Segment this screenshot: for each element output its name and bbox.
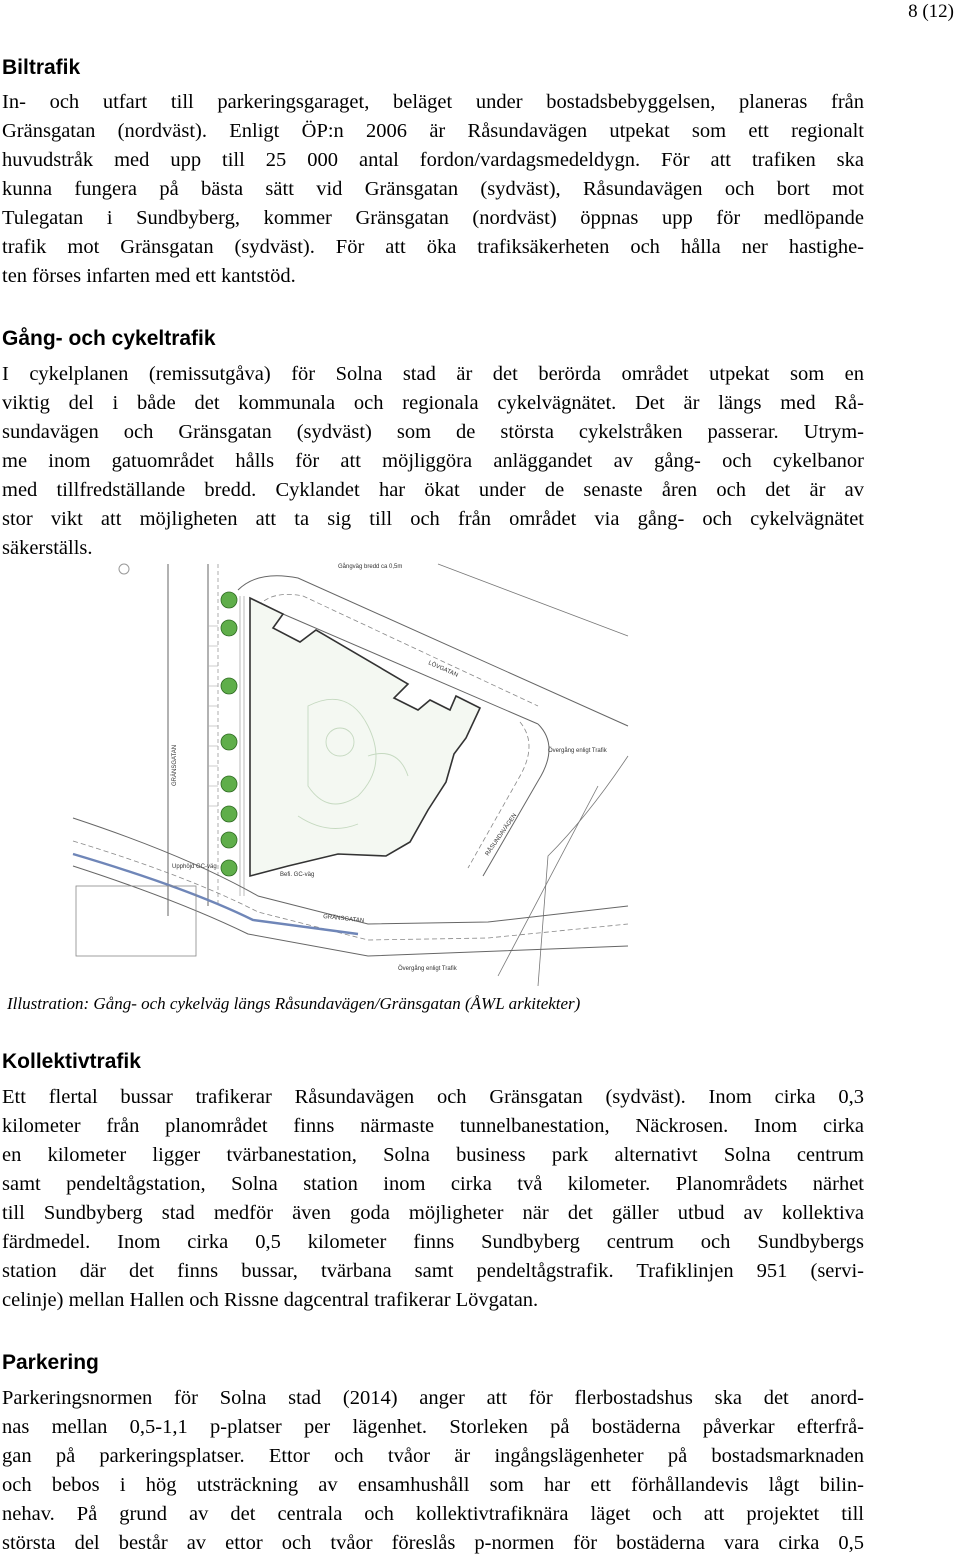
- paragraph-line: sundavägen och Gränsgatan (sydväst) som de största cykelstråken passerar. Utrym-: [2, 421, 864, 443]
- paragraph-line: trafik mot Gränsgatan (sydväst). För att öka trafiksäkerheten och hålla ner hastighe-: [2, 236, 864, 258]
- label-overgang-right: Övergång enligt Trafik: [548, 748, 607, 754]
- paragraph-line: samt pendeltågstation, Solna station inom cirka två kilometer. Planområdets närhet: [2, 1173, 864, 1195]
- paragraph-line: viktig del i både det kommunala och regionala cykelvägnätet. Det är längs med Rå-: [2, 392, 864, 414]
- label-gransgatan: GRÄNSGATAN: [172, 744, 178, 786]
- paragraph-line: en kilometer ligger tvärbanestation, Solna business park alternativt Solna centrum: [2, 1144, 864, 1166]
- paragraph-line: nehav. På grund av det centrala och kollektivtrafiknära läget och att projektet till: [2, 1503, 864, 1525]
- paragraph-line: Tulegatan i Sundbyberg, kommer Gränsgatan (nordväst) öppnas upp för medlöpande: [2, 207, 864, 229]
- paragraph-line: Gränsgatan (nordväst). Enligt ÖP:n 2006 är Råsundavägen utpekat som ett regionalt: [2, 120, 864, 142]
- paragraph-line: färdmedel. Inom cirka 0,5 kilometer finns Sundbyberg centrum och Sundbybergs: [2, 1231, 864, 1253]
- paragraph-line: I cykelplanen (remissutgåva) för Solna stad är det berörda området utpekat som en: [2, 363, 864, 385]
- heading-parkering: Parkering: [2, 1351, 99, 1374]
- paragraph-line: nas mellan 0,5-1,1 p-platser per lägenhet. Storleken på bostäderna påverkar efterfrå-: [2, 1416, 864, 1438]
- heading-biltrafik: Biltrafik: [2, 56, 81, 79]
- paragraph-line: station där det finns bussar, tvärbana samt pendeltågstrafik. Trafiklinjen 951 (servi-: [2, 1260, 864, 1282]
- paragraph-line: till Sundbyberg stad medför även goda möjligheter när det gäller utbud av kollektiva: [2, 1202, 864, 1224]
- label-gc-vag: Befi. GC-väg: [280, 872, 315, 878]
- label-gransgatan-bottom: GRÄNSGATAN: [322, 914, 365, 925]
- illustration-caption: Illustration: Gång- och cykelväg längs Råsundavägen/Gränsgatan (ÅWL arkitekter): [7, 994, 581, 1013]
- paragraph-line: Parkeringsnormen för Solna stad (2014) anger att för flerbostadshus ska det anord-: [2, 1387, 864, 1409]
- paragraph-line: celinje) mellan Hallen och Rissne dagcentral trafikerar Lövgatan.: [2, 1289, 539, 1311]
- paragraph-line: gan på parkeringsplatser. Ettor och tvåor är ingångslägenheter på bostadsmarknaden: [2, 1445, 864, 1467]
- paragraph-line: In- och utfart till parkeringsgaraget, beläget under bostadsbebyggelsen, planeras från: [2, 91, 864, 113]
- label-gangvag: Gångväg bredd ca 0,5m: [338, 564, 403, 570]
- paragraph-line: med tillfredställande bredd. Cyklandet har ökat under de senaste åren och det är av: [2, 479, 864, 501]
- heading-kollektivtrafik: Kollektivtrafik: [2, 1050, 141, 1073]
- paragraph-line: och bebos i hög utsträckning av ensamhushåll som har ett förhållandevis lågt bilin-: [2, 1474, 864, 1496]
- paragraph-line: Ett flertal bussar trafikerar Råsundavägen och Gränsgatan (sydväst). Inom cirka 0,3: [2, 1086, 864, 1108]
- paragraph-line: kilometer från planområdet finns närmaste tunnelbanestation, Näckrosen. Inom cirka: [2, 1115, 864, 1137]
- label-overgang-bottom: Övergång enligt Trafik: [398, 966, 457, 972]
- label-lovgatan: LÖVGATAN: [427, 660, 459, 679]
- paragraph-line: huvudstråk med upp till 25 000 antal fordon/vardagsmedeldygn. För att trafiken ska: [2, 149, 864, 171]
- page-number: 8 (12): [908, 1, 954, 22]
- paragraph-line: största del består av ettor och tvåor föreslås p-normen för bostäderna vara cirka 0,5: [2, 1532, 864, 1554]
- heading-gang-cykeltrafik: Gång- och cykeltrafik: [2, 327, 216, 350]
- paragraph-line: stor vikt att möjligheten att ta sig till och från området via gång- och cykelvägnätet: [2, 508, 864, 530]
- paragraph-line: säkerställs.: [2, 537, 93, 559]
- paragraph-line: kunna fungera på bästa sätt vid Gränsgatan (sydväst), Råsundavägen och bort mot: [2, 178, 864, 200]
- label-rasundavagen: RÅSUNDAVÄGEN: [484, 812, 519, 858]
- paragraph-line: me inom gatuområdet hålls för att möjliggöra anläggandet av gång- och cykelbanor: [2, 450, 864, 472]
- site-plan-illustration: [68, 556, 632, 986]
- label-upphojd-gc: Upphöjd GC-väg: [172, 864, 217, 870]
- paragraph-line: ten förses infarten med ett kantstöd.: [2, 265, 296, 287]
